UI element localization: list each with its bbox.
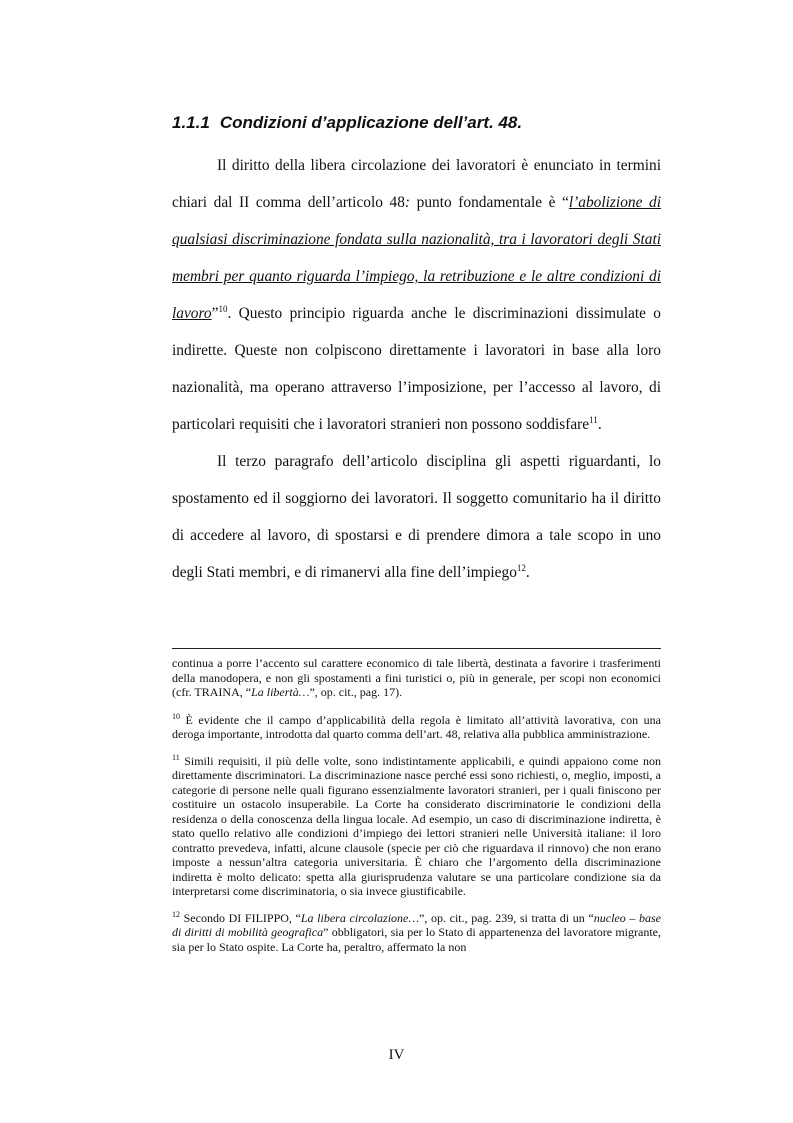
footnote-12-text-mid: ”, op. cit., pag. 239, si tratta di un “: [419, 910, 594, 925]
footnote-11-text: Simili requisiti, il più delle volte, sono indistintamente applicabili, e quindi appaiono come non direttamente discriminatori. La discriminazione nasce perché essi sono richiesti, o, meglio, imposti, a categorie di persone nelle quali figurano essenzialmente lavoratori stranieri, per i quali finiscono per costituire un ostacolo insuperabile. La Corte ha considerato discriminatorie le condizioni della residenza o della conoscenza della lingua locale. Ad esempio, un caso di discriminazione indiretta, è stato quello relativo alle condizioni d’impiego dei lettori stranieri nelle Università italiane: il loro contratto prevedeva, infatti, alcune clausole (specie per ciò che riguardava il rinnovo) che non erano imposte a nessun’altra categoria universitaria. È chiaro che l’argomento della discriminazione indiretta è molto delicato: spetta alla giurisprudenza valutare se una particolare condizione sia da interpretarsi come discriminatoria, o sia invece giustificabile.: [172, 753, 661, 898]
paragraph-1-end: .: [597, 416, 602, 433]
footnote-continued-text: continua a porre l’accento sul carattere economico di tale libertà, destinata a favorire i trasferimenti della manodopera, e non gli spostamenti a fini turistici o, più in generale, per scopi non economici (cfr. TRAINA, “: [172, 656, 661, 699]
footnote-12: [172, 911, 661, 955]
paragraph-2-text: Il terzo paragrafo dell’articolo disciplina gli aspetti riguardanti, lo spostamento ed il soggiorno dei lavoratori. Il soggetto comunitario ha il diritto di accedere al lavoro, di spostarsi e di prendere dimora a tale scopo in uno degli Stati membri, e di rimanervi alla fine dell’impiego: [172, 453, 661, 581]
section-number: 1.1.1: [172, 113, 210, 132]
footnote-11: [172, 754, 661, 899]
paragraph-2-end: .: [525, 564, 530, 581]
close-quote: ”: [211, 305, 219, 322]
body-text: [172, 147, 661, 591]
footnote-ref-10: 10: [218, 303, 228, 314]
footnote-12-italic-title: La libera circolazione…: [300, 910, 420, 925]
footnotes: [172, 656, 661, 966]
page-number: IV: [388, 1047, 405, 1063]
footnote-ref-11: 11: [589, 414, 598, 425]
footnote-10-text: È evidente che il campo d’applicabilità della regola è limitato all’attività lavorativa, con una deroga importante, introdotta dal quarto comma dell’art. 48, relativa alla pubblica amministrazione.: [172, 712, 661, 741]
paragraph-1-text: Il diritto della libera circolazione dei lavoratori è enunciato in termini chiari dal II comma dell’articolo 48: [172, 157, 661, 211]
paragraph-1-colon: :: [404, 194, 411, 211]
footnote-12-marker: 12: [172, 909, 180, 919]
footnote-12-italic-phrase: nucleo – base di diritti di mobilità geografica: [172, 910, 662, 939]
quoted-principle: l’abolizione di qualsiasi discriminazione fondata sulla nazionalità, tra i lavoratori degli Stati membri per quanto riguarda l’impiego, la retribuzione e le altre condizioni di lavoro: [172, 194, 661, 322]
footnote-ref-12: 12: [516, 562, 526, 573]
section-title: Condizioni d’applicazione dell’art. 48.: [219, 113, 523, 132]
footnote-continued: [172, 656, 661, 700]
footnote-continued-after: ”, op. cit., pag. 17).: [309, 685, 403, 699]
footnote-11-marker: 11: [172, 752, 180, 762]
footnote-10-marker: 10: [172, 711, 180, 721]
footnote-12-text: Secondo DI FILIPPO, “: [180, 910, 301, 925]
footnote-divider: [172, 648, 661, 649]
section-heading: [172, 113, 672, 133]
footnote-continued-italic: La libertà…: [251, 685, 310, 699]
paragraph-1: [172, 147, 661, 443]
footnote-10: [172, 713, 661, 742]
footnote-12-text-after: ” obbligatori, sia per lo Stato di appartenenza del lavoratore migrante, sia per lo Stato ospite. La Corte ha, peraltro, affermato la non: [172, 925, 662, 954]
paragraph-1-text-mid: punto fondamentale è “: [410, 194, 569, 211]
paragraph-1-text-after: . Questo principio riguarda anche le discriminazioni dissimulate o indirette. Queste non colpiscono direttamente i lavoratori in base alla loro nazionalità, ma operano attraverso l’imposizione, per l’accesso al lavoro, di particolari requisiti che i lavoratori stranieri non possono soddisfare: [172, 305, 661, 433]
paragraph-2: [172, 443, 661, 591]
